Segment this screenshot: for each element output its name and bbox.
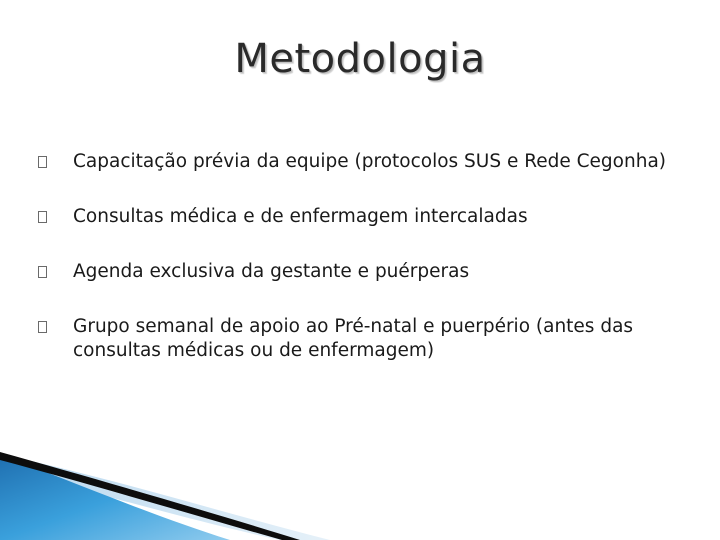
bullet-item xyxy=(38,205,678,229)
corner-swoosh-decoration xyxy=(0,440,720,540)
slide-title: Metodologia xyxy=(234,36,486,82)
bullet-list xyxy=(38,150,678,394)
bullet-box-icon xyxy=(38,266,47,278)
bullet-box-icon xyxy=(38,321,47,333)
bullet-item xyxy=(38,315,678,363)
bullet-item xyxy=(38,150,678,174)
bullet-text: Capacitação prévia da equipe (protocolos SUS e Rede Cegonha) xyxy=(73,151,666,172)
bullet-text: Consultas médica e de enfermagem intercaladas xyxy=(73,206,528,227)
bullet-box-icon xyxy=(38,156,47,168)
bullet-box-icon xyxy=(38,211,47,223)
bullet-text: Grupo semanal de apoio ao Pré-natal e puerpério (antes das consultas médicas ou de enfermagem) xyxy=(73,316,634,361)
bullet-text: Agenda exclusiva da gestante e puérperas xyxy=(73,261,470,282)
bullet-item xyxy=(38,260,678,284)
